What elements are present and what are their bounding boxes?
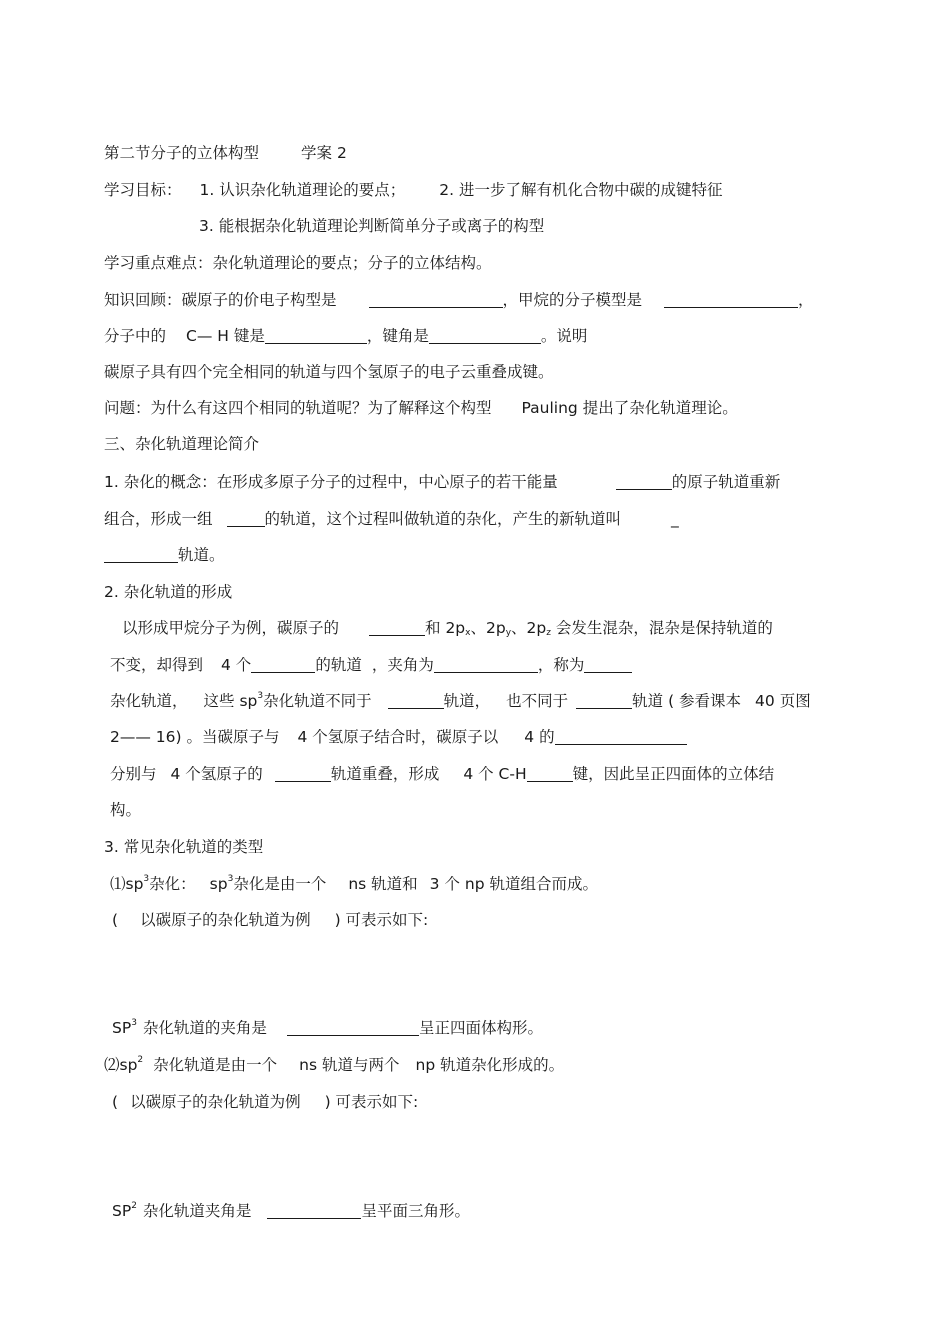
blank-sp3-orbitals[interactable]	[555, 728, 687, 745]
sp3-sup: 3	[143, 874, 150, 884]
formation-u: 分别与	[110, 765, 157, 783]
sp2-d: np 轨道杂化形成的。	[415, 1056, 565, 1074]
concept-c: 组合，形成一组	[104, 510, 213, 528]
formation-x: 4 个 C-H	[463, 765, 527, 783]
blank-new-orbitals[interactable]	[227, 510, 265, 527]
formation-line-2	[110, 655, 632, 675]
question-line	[104, 398, 738, 418]
sp2-paren-open: (	[112, 1093, 119, 1111]
sp2-sup: 2	[137, 1055, 144, 1065]
sp2-angle-line	[112, 1201, 470, 1221]
formation-heading-text: 2. 杂化轨道的形成	[104, 583, 233, 601]
blank-sp2-angle[interactable]	[267, 1202, 361, 1219]
formation-s: 4 个氢原子结合时，碳原子以	[297, 728, 499, 746]
blank-angle[interactable]	[434, 656, 538, 673]
sp3-line	[110, 874, 598, 894]
sp3-paren-close: ) 可表示如下:	[334, 911, 429, 929]
sp3-c-sup: 3	[227, 874, 234, 884]
review-a: 知识回顾：碳原子的价电子构型是	[104, 291, 337, 309]
formation-line-5	[110, 764, 774, 784]
formation-c: 、2p	[470, 619, 506, 637]
sp2-c: ns 轨道与两个	[299, 1056, 400, 1074]
formation-j: ，称为	[537, 656, 585, 674]
formation-a: 以形成甲烷分子为例，碳原子的	[122, 619, 340, 637]
goal-3: 3. 能根据杂化轨道理论判断简单分子或离子的构型	[199, 217, 545, 235]
sp3-example-line	[112, 910, 428, 930]
sp2-angle-c: 呈平面三角形。	[361, 1202, 470, 1220]
sp3-f: 3 个 np 轨道组合而成。	[429, 875, 598, 893]
concept-line-3	[104, 545, 225, 565]
goals-line-2	[199, 216, 544, 236]
sp3-example: 以碳原子的杂化轨道为例	[140, 911, 311, 929]
concept-a: 1. 杂化的概念：在形成多原子分子的过程中，中心原子的若干能量	[104, 473, 558, 491]
review-f: ，键角是	[366, 327, 429, 345]
review-e: C— H 键是	[186, 327, 265, 345]
formation-i: ，夹角为	[371, 656, 434, 674]
section-3-heading	[104, 434, 259, 454]
question-a: 问题：为什么有这四个相同的轨道呢？为了解释这个构型	[104, 399, 492, 417]
section-3-text: 三、杂化轨道理论简介	[104, 435, 260, 453]
formation-t: 4 的	[524, 728, 555, 746]
formation-f: 不变，却得到	[110, 656, 204, 674]
sp3-angle-a: SP	[112, 1019, 132, 1037]
sp2-angle-b: 杂化轨道夹角是	[142, 1202, 252, 1220]
sp2-angle-sup: 2	[131, 1201, 137, 1211]
blank-bond-type[interactable]	[527, 765, 573, 782]
formation-w: 轨道重叠，形成	[330, 765, 440, 783]
sp3-angle-c: 呈正四面体构形。	[418, 1019, 543, 1037]
types-heading	[104, 837, 263, 857]
formation-line-6	[110, 800, 141, 820]
goal-2: 2. 进一步了解有机化合物中碳的成键特征	[439, 181, 723, 199]
formation-z: 构。	[110, 801, 142, 819]
formation-m: 杂化轨道不同于	[263, 692, 372, 710]
blank-identical-orbitals[interactable]	[251, 656, 315, 673]
blank-1s-orbital[interactable]	[275, 765, 331, 782]
formation-v: 4 个氢原子的	[170, 765, 263, 783]
formation-line-4	[110, 727, 687, 747]
formation-q: 40 页图	[755, 692, 811, 710]
sp2-line	[104, 1055, 564, 1075]
review-c: ，	[798, 291, 814, 309]
formation-c-sub: y	[505, 628, 512, 638]
sp3-e: ns 轨道和	[348, 875, 418, 893]
types-heading-text: 3. 常见杂化轨道的类型	[104, 838, 264, 856]
key-points-text: 学习重点难点：杂化轨道理论的要点；分子的立体结构。	[104, 254, 492, 272]
sp3-paren-open: (	[112, 911, 119, 929]
blank-similar-energy[interactable]	[616, 473, 672, 490]
review-h: 碳原子具有四个完全相同的轨道与四个氢原子的电子云重叠成键。	[104, 363, 554, 381]
formation-p: 轨道 ( 参看课本	[632, 692, 742, 710]
goal-1: 1. 认识杂化轨道理论的要点；	[199, 181, 406, 199]
key-points	[104, 253, 492, 273]
sp3-angle-sup: 3	[131, 1018, 137, 1028]
formation-l: 这些 sp	[203, 692, 258, 710]
formation-r: 2—— 16) 。当碳原子与	[110, 728, 280, 746]
title-text: 第二节分子的立体构型	[104, 144, 260, 162]
sp3-b: 杂化：	[149, 875, 196, 893]
review-line-3	[104, 362, 554, 382]
formation-heading	[104, 582, 232, 602]
sp3-c: sp	[209, 875, 228, 893]
formation-e: 会发生混杂，混杂是保持轨道的	[550, 619, 773, 637]
concept-e: _	[671, 510, 679, 528]
formation-b: 和 2p	[425, 619, 466, 637]
review-d: 分子中的	[104, 327, 167, 345]
goals-label: 学习目标：	[104, 181, 182, 199]
formation-y: 键，因此呈正四面体的立体结	[572, 765, 775, 783]
sp2-b: 杂化轨道是由一个	[153, 1056, 278, 1074]
formation-k: 杂化轨道，	[110, 692, 188, 710]
formation-d: 、2p	[511, 619, 547, 637]
title-case: 学案 2	[301, 144, 347, 162]
concept-d: 的轨道，这个过程叫做轨道的杂化，产生的新轨道叫	[264, 510, 622, 528]
sp2-a: ⑵sp	[104, 1056, 138, 1074]
blank-sp3-angle[interactable]	[287, 1019, 419, 1036]
concept-b: 的原子轨道重新	[671, 473, 781, 491]
blank-hybrid-type[interactable]	[584, 656, 632, 673]
blank-bond-angle[interactable]	[429, 327, 541, 344]
sp2-angle-a: SP	[112, 1202, 132, 1220]
sp2-example-line	[112, 1092, 418, 1112]
formation-n: 轨道，	[443, 692, 491, 710]
sp3-a: ⑴sp	[110, 875, 144, 893]
concept-f: 轨道。	[178, 546, 225, 564]
blank-methane-model[interactable]	[664, 291, 798, 308]
blank-p-orbital[interactable]	[576, 692, 632, 709]
review-line-1	[104, 290, 814, 310]
blank-hybrid-name[interactable]	[104, 546, 178, 563]
blank-ch-bond[interactable]	[265, 327, 367, 344]
page-title	[104, 143, 347, 163]
sp3-d: 杂化是由一个	[233, 875, 327, 893]
concept-line-1	[104, 472, 780, 492]
sp3-angle-b: 杂化轨道的夹角是	[142, 1019, 267, 1037]
blank-valence-config[interactable]	[369, 291, 503, 308]
sp2-example: 以碳原子的杂化轨道为例	[130, 1093, 301, 1111]
question-b: Pauling 提出了杂化轨道理论。	[521, 399, 738, 417]
formation-b-sub: x	[465, 628, 471, 638]
formation-o: 也不同于	[506, 692, 569, 710]
goals-line-1	[104, 180, 722, 200]
formation-h: 的轨道	[315, 656, 362, 674]
formation-line-1	[122, 618, 773, 638]
formation-line-3	[110, 691, 811, 711]
review-g: 。说明	[540, 327, 588, 345]
review-b: ，甲烷的分子模型是	[502, 291, 643, 309]
sp2-paren-close: ) 可表示如下:	[324, 1093, 419, 1111]
formation-g: 4 个	[221, 656, 252, 674]
blank-s-orbital[interactable]	[388, 692, 444, 709]
blank-2s-orbital[interactable]	[369, 619, 425, 636]
formation-d-sub: z	[546, 628, 551, 638]
formation-l-sup: 3	[257, 691, 264, 701]
concept-line-2	[104, 509, 679, 529]
sp3-angle-line	[112, 1018, 543, 1038]
review-line-2	[104, 326, 587, 346]
